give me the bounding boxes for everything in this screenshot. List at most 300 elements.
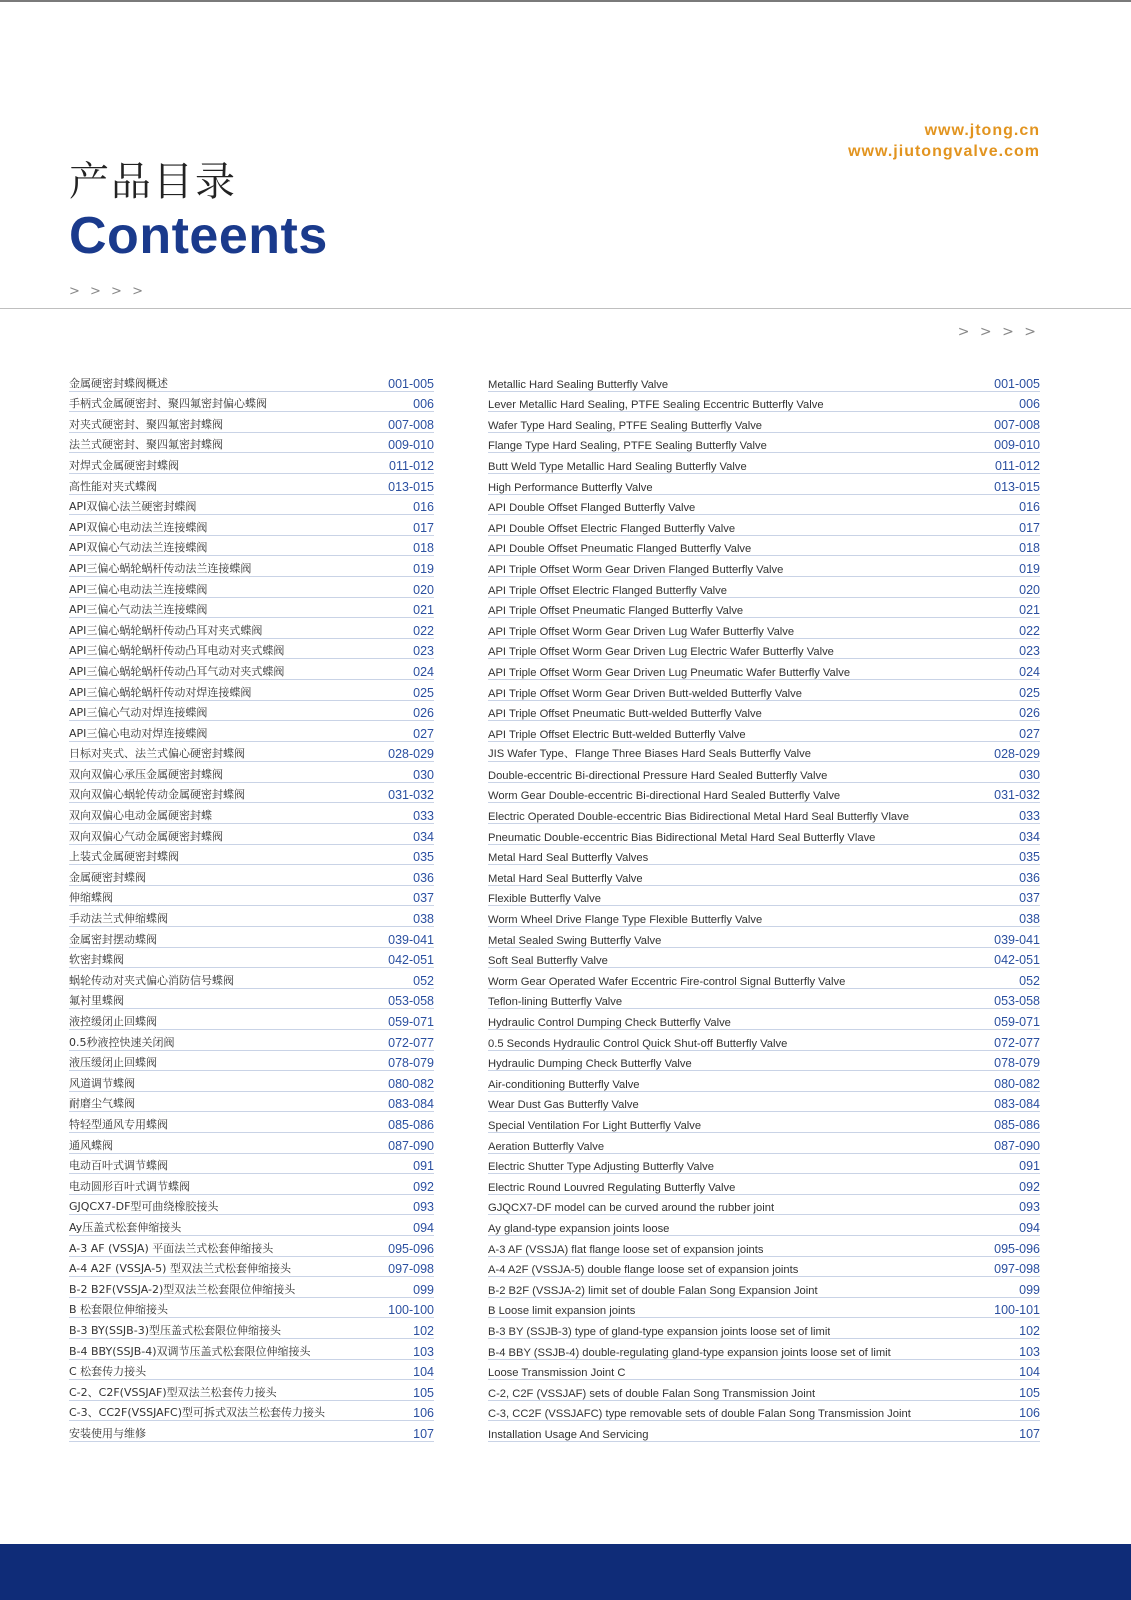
toc-row[interactable]	[488, 659, 1040, 680]
toc-row[interactable]	[69, 968, 434, 989]
toc-row[interactable]	[488, 1195, 1040, 1216]
toc-entry-page: 009-010	[388, 438, 434, 453]
toc-entry-page: 030	[413, 767, 434, 782]
toc-row[interactable]	[69, 989, 434, 1010]
toc-entry-page: 042-051	[388, 953, 434, 968]
toc-entry-title: 上装式金属硬密封蝶阀	[69, 850, 179, 864]
toc-entry-page: 039-041	[994, 932, 1040, 947]
toc-row[interactable]	[69, 1133, 434, 1154]
toc-entry-title: GJQCX7-DF型可曲绕橡胶接头	[69, 1200, 219, 1214]
toc-entry-page: 102	[1019, 1323, 1040, 1338]
toc-entry-page: 052	[1019, 973, 1040, 988]
toc-entry-title: 对夹式硬密封、聚四氟密封蝶阀	[69, 417, 223, 431]
toc-entry-page: 072-077	[994, 1035, 1040, 1050]
toc-entry-title: B-2 B2F (VSSJA-2) limit set of double Falan Song Expansion Joint	[488, 1284, 818, 1297]
toc-entry-page: 007-008	[994, 417, 1040, 432]
toc-entry-page: 016	[413, 500, 434, 515]
toc-row[interactable]	[69, 1092, 434, 1113]
toc-entry-title: Special Ventilation For Light Butterfly Valve	[488, 1119, 702, 1132]
toc-entry-title: A-3 AF (VSSJA) 平面法兰式松套伸缩接头	[69, 1241, 274, 1255]
toc-row[interactable]	[488, 721, 1040, 742]
toc-entry-page: 080-082	[994, 1076, 1040, 1091]
toc-entry-title: Metallic Hard Sealing Butterfly Valve	[488, 378, 669, 391]
toc-entry-page: 016	[1019, 500, 1040, 515]
toc-row[interactable]	[69, 680, 434, 701]
toc-entry-page: 095-096	[994, 1241, 1040, 1256]
toc-entry-page: 023	[1019, 644, 1040, 659]
toc-row[interactable]	[488, 433, 1040, 454]
toc-entry-page: 092	[413, 1179, 434, 1194]
toc-row[interactable]	[488, 1112, 1040, 1133]
arrows-left-icon: > > > >	[69, 284, 146, 299]
toc-entry-title: 双向双偏心气动金属硬密封蝶阀	[69, 829, 223, 843]
toc-entry-page: 105	[1019, 1385, 1040, 1400]
toc-entry-title: API三偏心蜗轮蜗杆传动法兰连接蝶阀	[69, 561, 252, 575]
toc-row[interactable]	[488, 1236, 1040, 1257]
toc-entry-page: 020	[413, 582, 434, 597]
toc-row[interactable]	[488, 968, 1040, 989]
toc-row[interactable]	[488, 927, 1040, 948]
toc-entry-title: 金属硬密封蝶阀	[69, 870, 146, 884]
toc-entry-page: 083-084	[994, 1097, 1040, 1112]
toc-entry-title: API三偏心气动法兰连接蝶阀	[69, 603, 208, 617]
toc-row[interactable]	[488, 1421, 1040, 1442]
toc-row[interactable]	[488, 1133, 1040, 1154]
toc-entry-page: 034	[1019, 829, 1040, 844]
toc-entry-title: 伸缩蝶阀	[69, 891, 113, 905]
toc-row[interactable]	[69, 824, 434, 845]
toc-entry-title: A-4 A2F (VSSJA-5) 型双法兰式松套伸缩接头	[69, 1262, 291, 1276]
toc-row[interactable]	[488, 886, 1040, 907]
toc-entry-page: 104	[1019, 1365, 1040, 1380]
toc-row[interactable]	[69, 1009, 434, 1030]
toc-entry-page: 006	[413, 397, 434, 412]
toc-row[interactable]	[69, 556, 434, 577]
toc-entry-page: 037	[1019, 891, 1040, 906]
toc-row[interactable]	[69, 515, 434, 536]
toc-row[interactable]	[488, 1360, 1040, 1381]
toc-entry-title: GJQCX7-DF model can be curved around the rubber joint	[488, 1202, 775, 1215]
toc-entry-page: 100-101	[994, 1303, 1040, 1318]
toc-entry-page: 024	[413, 664, 434, 679]
toc-row[interactable]	[488, 948, 1040, 969]
toc-row[interactable]	[69, 495, 434, 516]
toc-entry-title: 氟衬里蝶阀	[69, 994, 124, 1008]
website-urls	[848, 120, 1040, 162]
toc-row[interactable]	[488, 742, 1040, 763]
toc-entry-page: 102	[413, 1323, 434, 1338]
toc-row[interactable]	[69, 1298, 434, 1319]
toc-row[interactable]	[488, 556, 1040, 577]
toc-entry-title: 双向双偏心承压金属硬密封蝶阀	[69, 767, 223, 781]
toc-entry-title: B-4 BBY (SSJB-4) double-regulating gland-type expansion joints loose set of limit	[488, 1346, 891, 1359]
toc-entry-page: 100-100	[388, 1303, 434, 1318]
toc-entry-page: 001-005	[388, 376, 434, 391]
toc-entry-page: 027	[1019, 726, 1040, 741]
toc-entry-title: 高性能对夹式蝶阀	[69, 479, 157, 493]
toc-row[interactable]	[69, 598, 434, 619]
toc-entry-title: B-3 BY (SSJB-3) type of gland-type expansion joints loose set of limit	[488, 1325, 831, 1338]
toc-row[interactable]	[69, 1380, 434, 1401]
toc-row[interactable]	[488, 1298, 1040, 1319]
toc-row[interactable]	[488, 701, 1040, 722]
toc-entry-title: Wear Dust Gas Butterfly Valve	[488, 1099, 639, 1112]
toc-entry-page: 011-012	[995, 458, 1040, 473]
toc-row[interactable]	[488, 392, 1040, 413]
toc-entry-page: 105	[413, 1385, 434, 1400]
toc-row[interactable]	[488, 1318, 1040, 1339]
toc-row[interactable]	[69, 412, 434, 433]
toc-entry-title: API Double Offset Flanged Butterfly Valve	[488, 502, 696, 515]
toc-row[interactable]	[69, 392, 434, 413]
toc-entry-title: Electric Shutter Type Adjusting Butterfly Valve	[488, 1161, 714, 1174]
toc-row[interactable]	[69, 474, 434, 495]
toc-entry-page: 038	[1019, 912, 1040, 927]
toc-row[interactable]	[69, 886, 434, 907]
toc-entry-title: API三偏心蜗轮蜗杆传动凸耳电动对夹式蝶阀	[69, 644, 285, 658]
toc-entry-title: C-2、C2F(VSSJAF)型双法兰松套传力接头	[69, 1385, 277, 1399]
toc-entry-title: API双偏心法兰硬密封蝶阀	[69, 500, 197, 514]
toc-entry-page: 035	[1019, 850, 1040, 865]
toc-entry-title: 软密封蝶阀	[69, 953, 124, 967]
toc-entry-page: 013-015	[994, 479, 1040, 494]
toc-row[interactable]	[488, 803, 1040, 824]
toc-entry-title: Metal Hard Seal Butterfly Valve	[488, 872, 643, 885]
toc-entry-title: Metal Sealed Swing Butterfly Valve	[488, 934, 662, 947]
website-url-2[interactable]: www.jiutongvalve.com	[848, 143, 1040, 160]
toc-entry-page: 022	[413, 623, 434, 638]
toc-entry-title: API Triple Offset Pneumatic Flanged Butterfly Valve	[488, 605, 744, 618]
toc-entry-page: 024	[1019, 664, 1040, 679]
toc-entry-title: 耐磨尘气蝶阀	[69, 1097, 135, 1111]
toc-entry-page: 034	[413, 829, 434, 844]
toc-entry-page: 104	[413, 1365, 434, 1380]
toc-row[interactable]	[488, 515, 1040, 536]
toc-entry-page: 006	[1019, 397, 1040, 412]
toc-row[interactable]	[69, 618, 434, 639]
toc-list-cn	[69, 371, 434, 1442]
toc-entry-title: 手柄式金属硬密封、聚四氟密封偏心蝶阀	[69, 397, 267, 411]
toc-entry-page: 028-029	[388, 747, 434, 762]
toc-entry-title: C-3、CC2F(VSSJAFC)型可拆式双法兰松套传力接头	[69, 1406, 325, 1420]
toc-row[interactable]	[69, 865, 434, 886]
toc-row[interactable]	[488, 1051, 1040, 1072]
toc-row[interactable]	[488, 1174, 1040, 1195]
toc-row[interactable]	[488, 639, 1040, 660]
toc-row[interactable]	[69, 1401, 434, 1422]
toc-entry-title: API Triple Offset Electric Butt-welded Butterfly Valve	[488, 728, 746, 741]
toc-row[interactable]	[69, 927, 434, 948]
toc-entry-title: API Triple Offset Worm Gear Driven Lug Electric Wafer Butterfly Valve	[488, 646, 834, 659]
toc-entry-page: 107	[1019, 1426, 1040, 1441]
toc-entry-page: 053-058	[994, 994, 1040, 1009]
toc-entry-page: 087-090	[388, 1138, 434, 1153]
toc-row[interactable]	[69, 1051, 434, 1072]
toc-entry-page: 087-090	[994, 1138, 1040, 1153]
toc-entry-page: 031-032	[994, 788, 1040, 803]
toc-entry-page: 018	[1019, 541, 1040, 556]
toc-entry-page: 009-010	[994, 438, 1040, 453]
toc-entry-page: 026	[413, 706, 434, 721]
toc-entry-title: 液控缓闭止回蝶阀	[69, 1015, 157, 1028]
toc-row[interactable]	[69, 1421, 434, 1442]
toc-entry-title: Loose Transmission Joint C	[488, 1367, 626, 1380]
page-title-en: Conteents	[69, 207, 328, 265]
toc-row[interactable]	[488, 989, 1040, 1010]
toc-entry-page: 013-015	[388, 479, 434, 494]
toc-entry-page: 021	[413, 603, 434, 618]
toc-entry-title: API Triple Offset Worm Gear Driven Lug Wafer Butterfly Valve	[488, 625, 795, 638]
toc-entry-page: 019	[1019, 561, 1040, 576]
toc-entry-page: 093	[1019, 1200, 1040, 1215]
toc-entry-title: 风道调节蝶阀	[69, 1076, 135, 1090]
toc-entry-title: API双偏心气动法兰连接蝶阀	[69, 541, 208, 555]
toc-entry-title: API三偏心电动法兰连接蝶阀	[69, 582, 208, 596]
toc-entry-page: 031-032	[388, 788, 434, 803]
toc-row[interactable]	[488, 1154, 1040, 1175]
arrows-right-icon: > > > >	[957, 324, 1039, 340]
toc-entry-title: 金属密封摆动蝶阀	[69, 932, 157, 946]
toc-entry-title: API Triple Offset Pneumatic Butt-welded Butterfly Valve	[488, 708, 762, 721]
toc-row[interactable]	[69, 1236, 434, 1257]
toc-row[interactable]	[488, 536, 1040, 557]
toc-entry-title: 电动圆形百叶式调节蝶阀	[69, 1179, 190, 1193]
toc-entry-title: Ay gland-type expansion joints loose	[488, 1222, 670, 1235]
toc-entry-page: 106	[1019, 1406, 1040, 1421]
header-divider	[0, 308, 1131, 309]
toc-entry-title: Lever Metallic Hard Sealing, PTFE Sealing Eccentric Butterfly Valve	[488, 399, 824, 412]
toc-row[interactable]	[69, 639, 434, 660]
toc-entry-page: 018	[413, 541, 434, 556]
toc-row[interactable]	[69, 742, 434, 763]
toc-row[interactable]	[69, 906, 434, 927]
toc-row[interactable]	[488, 845, 1040, 866]
toc-row[interactable]	[488, 577, 1040, 598]
toc-entry-title: 0.5 Seconds Hydraulic Control Quick Shut-off Butterfly Valve	[488, 1037, 788, 1050]
toc-entry-page: 025	[1019, 685, 1040, 700]
toc-row[interactable]	[488, 1257, 1040, 1278]
toc-row[interactable]	[488, 412, 1040, 433]
toc-entry-title: Installation Usage And Servicing	[488, 1428, 649, 1441]
toc-row[interactable]	[488, 1092, 1040, 1113]
toc-entry-title: 双向双偏心电动金属硬密封蝶	[69, 809, 212, 823]
toc-row[interactable]	[69, 371, 434, 392]
toc-list-en	[488, 371, 1040, 1442]
toc-entry-page: 023	[413, 644, 434, 659]
toc-entry-page: 019	[413, 561, 434, 576]
toc-entry-page: 094	[413, 1220, 434, 1235]
toc-entry-page: 092	[1019, 1179, 1040, 1194]
toc-entry-page: 099	[1019, 1282, 1040, 1297]
toc-entry-title: API三偏心蜗轮蜗杆传动对焊连接蝶阀	[69, 685, 252, 699]
toc-row[interactable]	[488, 824, 1040, 845]
toc-entry-title: Air-conditioning Butterfly Valve	[488, 1078, 640, 1091]
toc-entry-page: 022	[1019, 623, 1040, 638]
toc-entry-page: 072-077	[388, 1035, 434, 1050]
toc-entry-title: B-3 BY(SSJB-3)型压盖式松套限位伸缩接头	[69, 1323, 281, 1337]
toc-row[interactable]	[69, 783, 434, 804]
toc-row[interactable]	[69, 1360, 434, 1381]
toc-entry-title: Electric Operated Double-eccentric Bias Bidirectional Metal Hard Seal Butterfly Vlave	[488, 811, 909, 824]
toc-entry-page: 097-098	[994, 1262, 1040, 1277]
toc-entry-page: 085-086	[388, 1117, 434, 1132]
toc-entry-title: Hydraulic Control Dumping Check Butterfly Valve	[488, 1017, 731, 1029]
toc-entry-page: 033	[413, 809, 434, 824]
toc-entry-title: JIS Wafer Type、Flange Three Biases Hard Seals Butterfly Valve	[488, 748, 811, 761]
toc-entry-title: 电动百叶式调节蝶阀	[69, 1159, 168, 1173]
toc-row[interactable]	[69, 536, 434, 557]
top-rule	[0, 0, 1131, 2]
toc-entry-title: Double-eccentric Bi-directional Pressure Hard Sealed Butterfly Valve	[488, 769, 828, 782]
toc-entry-page: 059-071	[994, 1015, 1040, 1029]
toc-row[interactable]	[69, 433, 434, 454]
toc-row[interactable]	[488, 1071, 1040, 1092]
toc-entry-title: API Triple Offset Worm Gear Driven Flanged Butterfly Valve	[488, 563, 784, 576]
toc-entry-page: 026	[1019, 706, 1040, 721]
toc-entry-title: 安装使用与维修	[69, 1426, 146, 1440]
toc-entry-title: Worm Gear Operated Wafer Eccentric Fire-control Signal Butterfly Valve	[488, 975, 846, 988]
toc-row[interactable]	[69, 1339, 434, 1360]
toc-row[interactable]	[488, 1277, 1040, 1298]
toc-entry-page: 042-051	[994, 953, 1040, 968]
toc-entry-title: API三偏心蜗轮蜗杆传动凸耳气动对夹式蝶阀	[69, 664, 285, 678]
toc-entry-title: Ay压盖式松套伸缩接头	[69, 1220, 182, 1234]
toc-entry-page: 097-098	[388, 1262, 434, 1277]
toc-entry-title: API Triple Offset Worm Gear Driven Lug Pneumatic Wafer Butterfly Valve	[488, 666, 851, 679]
toc-row[interactable]	[69, 721, 434, 742]
toc-entry-title: B-2 B2F(VSSJA-2)型双法兰松套限位伸缩接头	[69, 1282, 296, 1296]
toc-row[interactable]	[69, 1257, 434, 1278]
toc-entry-title: API Triple Offset Electric Flanged Butterfly Valve	[488, 584, 727, 597]
toc-entry-page: 103	[1019, 1344, 1040, 1359]
toc-row[interactable]	[488, 371, 1040, 392]
toc-entry-page: 028-029	[994, 747, 1040, 762]
toc-row[interactable]	[488, 1215, 1040, 1236]
toc-row[interactable]	[488, 1030, 1040, 1051]
toc-entry-title: Flange Type Hard Sealing, PTFE Sealing Butterfly Valve	[488, 440, 767, 453]
toc-row[interactable]	[488, 474, 1040, 495]
toc-row[interactable]	[69, 1154, 434, 1175]
toc-entry-title: 双向双偏心蜗轮传动金属硬密封蝶阀	[69, 788, 245, 802]
toc-row[interactable]	[488, 906, 1040, 927]
toc-entry-page: 080-082	[388, 1076, 434, 1091]
toc-entry-title: API三偏心气动对焊连接蝶阀	[69, 706, 208, 720]
toc-entry-title: Aeration Butterfly Valve	[488, 1140, 605, 1153]
toc-entry-title: 手动法兰式伸缩蝶阀	[69, 912, 168, 926]
toc-row[interactable]	[69, 803, 434, 824]
toc-entry-page: 052	[413, 973, 434, 988]
toc-entry-page: 106	[413, 1406, 434, 1421]
toc-entry-page: 036	[1019, 870, 1040, 885]
toc-entry-page: 036	[413, 870, 434, 885]
footer-bar	[0, 1544, 1131, 1600]
toc-entry-page: 095-096	[388, 1241, 434, 1256]
toc-entry-page: 107	[413, 1426, 434, 1441]
toc-entry-title: 对焊式金属硬密封蝶阀	[69, 458, 179, 472]
toc-row[interactable]	[488, 598, 1040, 619]
toc-entry-title: C-2, C2F (VSSJAF) sets of double Falan Song Transmission Joint	[488, 1387, 816, 1400]
toc-entry-page: 035	[413, 850, 434, 865]
toc-row[interactable]	[488, 762, 1040, 783]
toc-entry-page: 094	[1019, 1220, 1040, 1235]
toc-entry-title: Worm Wheel Drive Flange Type Flexible Butterfly Valve	[488, 914, 763, 927]
toc-row[interactable]	[488, 1339, 1040, 1360]
toc-entry-title: C-3, CC2F (VSSJAFC) type removable sets of double Falan Song Transmission Joint	[488, 1408, 911, 1421]
toc-row[interactable]	[69, 1174, 434, 1195]
toc-row[interactable]	[69, 948, 434, 969]
toc-row[interactable]	[69, 1071, 434, 1092]
toc-entry-title: API Triple Offset Worm Gear Driven Butt-welded Butterfly Valve	[488, 687, 802, 700]
toc-row[interactable]	[69, 1277, 434, 1298]
toc-row[interactable]	[488, 783, 1040, 804]
toc-entry-title: A-4 A2F (VSSJA-5) double flange loose set of expansion joints	[488, 1264, 799, 1277]
toc-row[interactable]	[69, 1195, 434, 1216]
toc-row[interactable]	[69, 701, 434, 722]
toc-entry-title: API Double Offset Electric Flanged Butterfly Valve	[488, 522, 736, 535]
toc-entry-title: Wafer Type Hard Sealing, PTFE Sealing Butterfly Valve	[488, 419, 763, 432]
toc-row[interactable]	[69, 845, 434, 866]
toc-entry-page: 099	[413, 1282, 434, 1297]
page-title-cn: 产品目录	[69, 159, 237, 205]
toc-row[interactable]	[69, 453, 434, 474]
toc-row[interactable]	[69, 1215, 434, 1236]
toc-entry-title: Teflon-lining Butterfly Valve	[488, 996, 623, 1009]
toc-entry-title: High Performance Butterfly Valve	[488, 481, 653, 494]
toc-entry-title: C 松套传力接头	[69, 1365, 147, 1379]
toc-row[interactable]	[488, 453, 1040, 474]
toc-row[interactable]	[488, 1380, 1040, 1401]
toc-entry-title: Butt Weld Type Metallic Hard Sealing Butterfly Valve	[488, 460, 747, 473]
toc-entry-title: Flexible Butterfly Valve	[488, 893, 601, 906]
toc-entry-page: 011-012	[389, 458, 434, 473]
toc-entry-page: 017	[413, 520, 434, 535]
toc-entry-page: 021	[1019, 603, 1040, 618]
toc-entry-page: 093	[413, 1200, 434, 1215]
toc-row[interactable]	[69, 659, 434, 680]
toc-entry-page: 037	[413, 891, 434, 906]
toc-row[interactable]	[69, 762, 434, 783]
toc-row[interactable]	[488, 495, 1040, 516]
toc-row[interactable]	[488, 865, 1040, 886]
toc-entry-page: 078-079	[994, 1056, 1040, 1071]
toc-row[interactable]	[488, 680, 1040, 701]
toc-entry-page: 027	[413, 726, 434, 741]
toc-entry-title: Worm Gear Double-eccentric Bi-directional Hard Sealed Butterfly Valve	[488, 790, 841, 803]
website-url-1[interactable]: www.jtong.cn	[924, 122, 1040, 139]
toc-entry-title: 日标对夹式、法兰式偏心硬密封蝶阀	[69, 747, 245, 761]
toc-row[interactable]	[488, 1401, 1040, 1422]
toc-entry-title: API Double Offset Pneumatic Flanged Butterfly Valve	[488, 543, 752, 556]
toc-row[interactable]	[69, 577, 434, 598]
toc-row[interactable]	[488, 1009, 1040, 1030]
toc-entry-title: Metal Hard Seal Butterfly Valves	[488, 852, 649, 865]
toc-row[interactable]	[69, 1030, 434, 1051]
toc-entry-page: 020	[1019, 582, 1040, 597]
toc-entry-title: A-3 AF (VSSJA) flat flange loose set of expansion joints	[488, 1243, 764, 1256]
toc-entry-page: 053-058	[388, 994, 434, 1009]
toc-entry-title: 通风蝶阀	[69, 1138, 113, 1152]
toc-row[interactable]	[488, 618, 1040, 639]
toc-entry-title: 法兰式硬密封、聚四氟密封蝶阀	[69, 438, 223, 452]
toc-entry-title: API三偏心蜗轮蜗杆传动凸耳对夹式蝶阀	[69, 623, 263, 637]
toc-entry-page: 030	[1019, 767, 1040, 782]
toc-row[interactable]	[69, 1112, 434, 1133]
toc-entry-title: Pneumatic Double-eccentric Bias Bidirectional Metal Hard Seal Butterfly Vlave	[488, 831, 876, 844]
toc-row[interactable]	[69, 1318, 434, 1339]
toc-entry-page: 091	[1019, 1159, 1040, 1174]
toc-entry-title: 蜗轮传动对夹式偏心消防信号蝶阀	[69, 973, 234, 987]
toc-entry-page: 033	[1019, 809, 1040, 824]
